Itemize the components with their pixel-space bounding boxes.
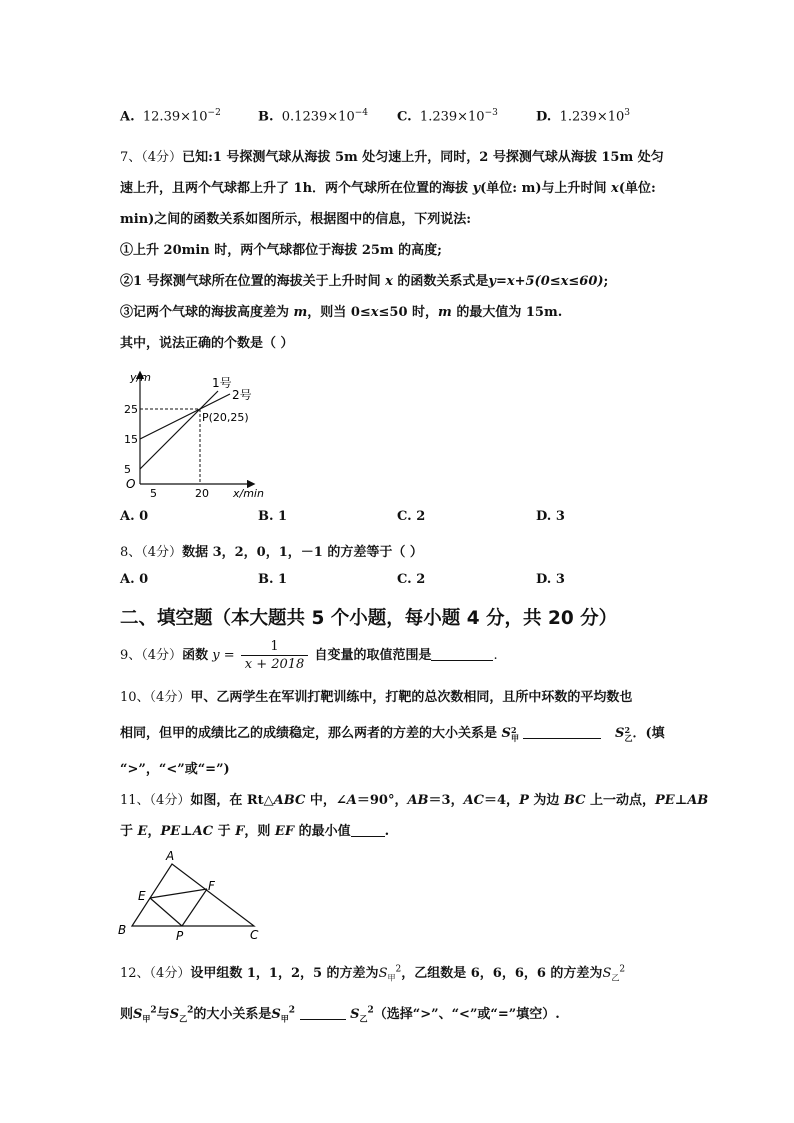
q7-line-2: 速上升，且两个气球都上升了 1h．两个气球所在位置的海拔 y(单位: m)与上升时间 x(单位: — [120, 181, 656, 196]
label-c: C — [250, 928, 259, 942]
q9-line: 9、（4分）函数 y = $\frac{1}{x + 2018}$ 自变量的取值范围是 . — [120, 639, 498, 672]
q8-line: 8、（4分）数据 3，2，0，1，－1 的方差等于（ ） — [120, 545, 423, 560]
q10-line-2: 相同，但甲的成绩比乙的成绩稳定，那么两者的方差的大小关系是 S 2 甲 S 2 乙 ．(填 — [120, 724, 665, 743]
q7-option-b: B. 1 — [258, 509, 288, 524]
q11-line-1: 11、（4分）如图，在 Rt△ABC 中，∠A＝90°，AB＝3，AC＝4，P 为边 BC 上一动点，PE⊥AB — [120, 793, 709, 808]
q6-option-d: D. $1.239\times 10^3$ — [536, 108, 630, 125]
x-tick-label-1: 20 — [195, 487, 209, 498]
q7-statement-2: ②1 号探测气球所在位置的海拔关于上升时间 x 的函数关系式是y=x+5(0≤x≤60); — [120, 274, 609, 289]
q12-answer-blank[interactable] — [300, 1007, 346, 1020]
q7-question: 其中，说法正确的个数是（ ） — [120, 336, 294, 351]
segment-pf — [182, 889, 207, 926]
q8-option-d: D. 3 — [536, 572, 565, 587]
q7-option-a: A. 0 — [120, 509, 149, 524]
q6-option-c: C. $1.239\times 10^{-3}$ — [397, 108, 498, 125]
y-tick-label-2: 25 — [124, 403, 138, 416]
q7-line-1: 7、（4分）已知:1 号探测气球从海拔 5m 处匀速上升，同时，2 号探测气球从海拔 15m 处匀 — [120, 150, 664, 165]
origin-label: O — [126, 477, 136, 491]
q10-answer-blank[interactable] — [523, 726, 601, 739]
q10-line-3: “>”，“<”或“=”) — [120, 762, 230, 777]
series-label-1: 1号 — [212, 376, 232, 390]
q9-fraction: $\frac{1}{x + 2018}$ — [241, 638, 309, 673]
q12-line-2: 则$S_甲^2$与$S_乙^2$的大小关系是$S_甲^2$ $S_乙^2$（选择“>”、“<”或“=”填空）. — [120, 1005, 560, 1024]
q7-option-d: D. 3 — [536, 509, 565, 524]
x-tick-label-0: 5 — [150, 487, 157, 498]
series-line-1 — [140, 391, 218, 469]
q11-line-2: 于 E，PE⊥AC 于 F，则 EF 的最小值 . — [120, 824, 390, 839]
q6-option-a: A. $12.39\times 10^{-2}$ — [120, 108, 221, 125]
q10-line-1: 10、（4分）甲、乙两学生在军训打靶训练中，打靶的总次数相同，且所中环数的平均数也 — [120, 690, 633, 705]
triangle-abc — [132, 864, 254, 926]
q8-option-b: B. 1 — [258, 572, 288, 587]
q7-line-3: min)之间的函数关系如图所示，根据图中的信息，下列说法: — [120, 212, 472, 227]
series-label-2: 2号 — [232, 388, 252, 402]
q7-statement-1: ①上升 20min 时，两个气球都位于海拔 25m 的高度; — [120, 243, 442, 258]
y-tick-label-0: 5 — [124, 463, 131, 476]
q8-option-a: A. 0 — [120, 572, 149, 587]
q12-line-1: 12、（4分）设甲组数 1，1，2，5 的方差为$S_甲^2$，乙组数是 6，6，6，6 的方差为$S_乙^2$ — [120, 964, 626, 983]
label-e: E — [138, 889, 146, 903]
x-axis-label: x/min — [233, 487, 264, 498]
segment-ef — [150, 889, 207, 898]
y-axis-label: y/m — [130, 371, 151, 384]
point-p-label: P(20,25) — [202, 411, 249, 424]
label-b: B — [118, 923, 127, 937]
label-a: A — [166, 849, 175, 863]
label-p: P — [176, 929, 184, 943]
triangle-figure — [114, 848, 274, 943]
q7-statement-3: ③记两个气球的海拔高度差为 m，则当 0≤x≤50 时，m 的最大值为 15m. — [120, 305, 563, 320]
q7-option-c: C. 2 — [397, 509, 426, 524]
section-2-heading: 二、填空题（本大题共 5 个小题，每小题 4 分，共 20 分） — [120, 608, 618, 629]
q9-answer-blank[interactable] — [431, 648, 493, 661]
balloon-altitude-chart — [116, 368, 276, 498]
y-tick-label-1: 15 — [124, 433, 138, 446]
q11-answer-blank[interactable] — [351, 824, 385, 837]
q6-option-b: B. $0.1239\times 10^{-4}$ — [258, 108, 368, 125]
q8-option-c: C. 2 — [397, 572, 426, 587]
segment-pe — [150, 898, 182, 926]
label-f: F — [208, 879, 215, 893]
